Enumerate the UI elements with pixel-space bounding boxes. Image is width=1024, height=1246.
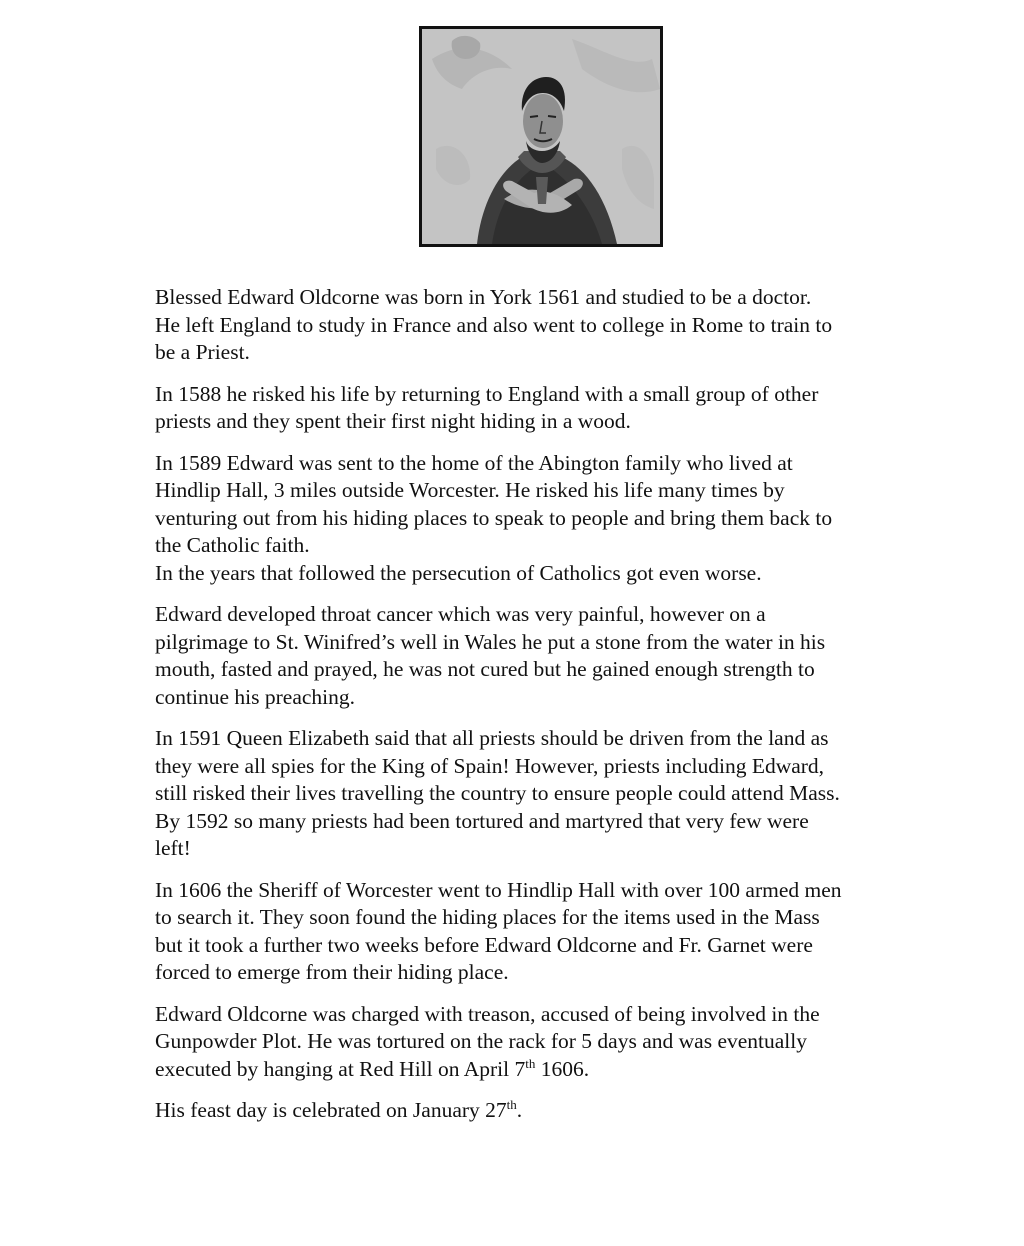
text-line: In 1588 he risked his life by returning to England with a small group of other: [155, 381, 819, 406]
text-line: By 1592 so many priests had been tortured and martyred that very few were: [155, 808, 809, 833]
execution-year: 1606.: [535, 1056, 590, 1081]
text-line: to search it. They soon found the hiding places for the items used in the Mass: [155, 905, 820, 929]
text-line: Hindlip Hall, 3 miles outside Worcester. He risked his life many times by: [155, 478, 785, 502]
portrait-image: [419, 26, 663, 247]
text-line: priests and they spent their first night hiding in a wood.: [155, 409, 631, 433]
execution-text: executed by hanging at Red Hill on April 7: [155, 1056, 526, 1081]
text-line: Gunpowder Plot. He was tortured on the rack for 5 days and was eventually: [155, 1029, 807, 1053]
text-line: but it took a further two weeks before Edward Oldcorne and Fr. Garnet were: [155, 932, 813, 957]
text-line: pilgrimage to St. Winifred’s well in Wales he put a stone from the water in his: [155, 629, 826, 654]
paragraph-1606-search: [155, 877, 945, 987]
paragraph-feast-day: [155, 1097, 945, 1125]
paragraph-early-life: [155, 284, 945, 367]
portrait-drawing: [422, 29, 660, 244]
paragraph-return-1588: [155, 381, 945, 436]
ordinal-suffix: th: [506, 1096, 517, 1112]
paragraph-1591-decree: [155, 725, 945, 863]
text-line: venturing out from his hiding places to speak to people and bring them back to: [155, 505, 833, 530]
text-line: still risked their lives travelling the country to ensure people could attend Mass.: [155, 781, 840, 805]
text-line: left!: [155, 836, 191, 860]
text-line: they were all spies for the King of Spain! However, priests including Edward,: [155, 753, 825, 778]
paragraph-hindlip-1589: [155, 450, 945, 588]
paragraph-throat-cancer: [155, 601, 945, 711]
text-line: [155, 1057, 589, 1081]
biography-text: [155, 284, 945, 1139]
text-line: In 1606 the Sheriff of Worcester went to Hindlip Hall with over 100 armed men: [155, 877, 842, 902]
ordinal-suffix: th: [525, 1055, 536, 1071]
feast-day-text: His feast day is celebrated on January 27: [155, 1098, 507, 1122]
text-line: Blessed Edward Oldcorne was born in York 1561 and studied to be a doctor.: [155, 285, 812, 309]
text-line: forced to emerge from their hiding place.: [155, 960, 509, 984]
text-line: In 1589 Edward was sent to the home of the Abington family who lived at: [155, 450, 793, 475]
text-line: be a Priest.: [155, 340, 250, 364]
text-line: In 1591 Queen Elizabeth said that all priests should be driven from the land as: [155, 726, 829, 750]
text-line: mouth, fasted and prayed, he was not cured but he gained enough strength to: [155, 657, 815, 681]
text-line: Edward Oldcorne was charged with treason, accused of being involved in the: [155, 1001, 820, 1026]
paragraph-execution: [155, 1001, 945, 1084]
text-line: He left England to study in France and also went to college in Rome to train to: [155, 312, 833, 337]
text-line: Edward developed throat cancer which was very painful, however on a: [155, 602, 766, 626]
text-line: continue his preaching.: [155, 684, 356, 709]
text-line: the Catholic faith.: [155, 533, 310, 557]
text-line: In the years that followed the persecution of Catholics got even worse.: [155, 560, 762, 585]
feast-day-end: .: [516, 1098, 523, 1122]
